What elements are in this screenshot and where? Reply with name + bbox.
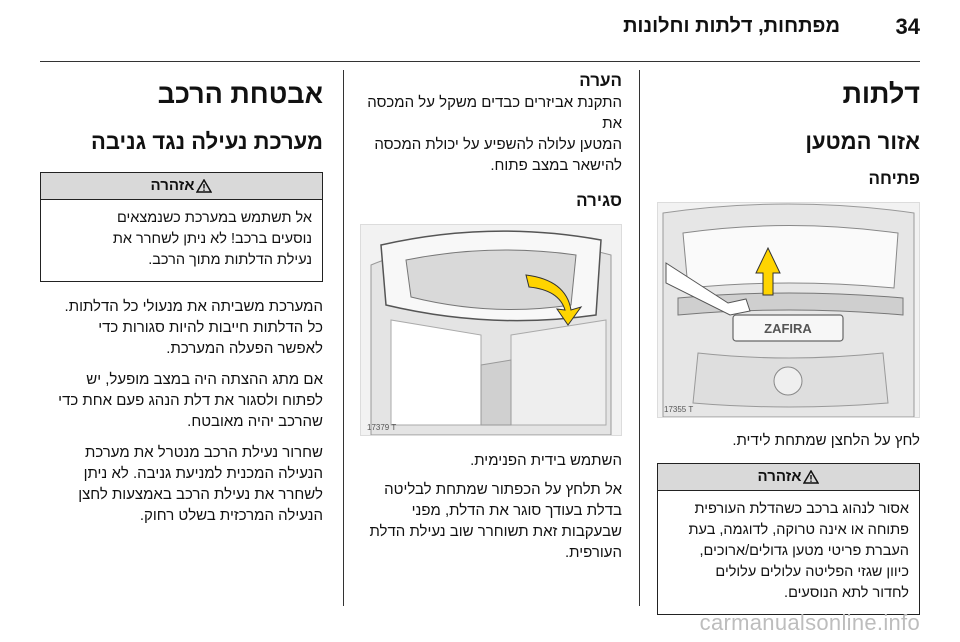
body-line: כל הדלתות חייבות להיות סגורות כדי [98,319,323,336]
figure-label: ZAFIRA [764,321,812,336]
warning-line: אסור לנהוג ברכב כשהדלת העורפית [694,501,909,517]
subsection-title-cargo: אזור המטען [805,129,920,154]
body-line: המערכת משביתה את מנעולי כל הדלתות. [64,298,323,315]
body-line: שהרכב יהיה מאובטח. [187,413,323,430]
body-line: הנעילה המרכזית בשלט רחוק. [139,507,323,524]
note-title: הערה [579,71,622,90]
body-line: הנעילה המכנית למניעת גניבה. לא ניתן [83,465,323,482]
warning-line: העברת פריטי מטען גדולים/ארוכים, [699,543,909,559]
warning-body [658,491,919,614]
closing-line: שבעקבות זאת תשוחרר שוב נעילת הדלת [369,523,622,540]
note-line: התקנת אביזרים כבדים משקל על המכסה את [367,94,622,132]
subsection-title-antitheft: מערכת נעילה נגד גניבה [91,129,323,154]
warning-box-cargo [657,463,920,615]
warning-line: לחדור לתא הנוסעים. [784,585,909,601]
body-line: לאפשר הפעלה המערכת. [166,340,323,357]
warning-line: נעילת הדלתות מתוך הרכב. [148,252,312,268]
warning-title: אזהרה [150,177,195,194]
warning-box-antitheft [40,172,323,282]
caption-opening: לחץ על הלחצן שמתחת לידית. [732,432,920,449]
figure-code: 17355 T [664,405,694,414]
heading-opening: פתיחה [868,169,920,188]
running-title: מפתחות, דלתות וחלונות [623,15,840,37]
warning-title: אזהרה [757,468,802,485]
page-number: 34 [895,14,920,39]
column-closing [360,70,622,563]
heading-closing: סגירה [576,191,622,210]
column-divider-right [639,70,640,606]
warning-header [41,173,322,200]
warning-line: נוסעים ברכב! לא ניתן לשחרר את [112,231,312,247]
body-line: שחרור נעילת הרכב מנטרל את מערכת [84,444,323,461]
body-line: לשחרר את נעילת הרכב באמצעות לחצן [78,486,323,503]
note-line: להישאר במצב פתוח. [490,157,622,174]
illustration-tailgate-rear [658,203,919,417]
page-header [40,14,920,44]
note-line: המטען עלולה להשפיע על יכולת המכסה [374,136,622,153]
warning-triangle-icon [196,179,212,193]
paragraph-ignition [40,369,323,432]
column-doors [657,70,920,615]
warning-header [658,464,919,491]
paragraph-unlock [40,442,323,526]
figure-closing-tailgate [360,224,622,436]
body-line: אם מתג ההצתה היה במצב מופעל, יש [86,371,323,388]
header-rule [40,61,920,62]
closing-line: אל תלחץ על הכפתור שמתחת לבליטה [384,481,622,498]
closing-line: בדלת בעודך סוגר את הדלת, מפני [411,502,622,519]
warning-body [41,200,322,281]
column-divider-left [343,70,344,606]
figure-code: 17379 T [367,423,397,432]
column-vehicle-security [40,70,323,526]
caption-closing: השתמש בידית הפנימית. [470,452,622,469]
warning-line: פתוחה או אינה טרוקה, לדוגמה, בעת [688,522,909,538]
section-title-security: אבטחת הרכב [157,79,323,109]
paragraph-system [40,296,323,359]
warning-triangle-icon [803,470,819,484]
closing-paragraph [360,479,622,563]
figure-opening-tailgate [657,202,920,418]
watermark: carmanualsonline.info [699,610,920,635]
body-line: לפתוח ולסגור את דלת הנהג פעם אחת כדי [58,392,323,409]
illustration-tailgate-closing [361,225,621,435]
section-title-doors: דלתות [842,79,920,109]
closing-line: העורפית. [565,544,622,561]
warning-line: כיוון שגזי הפליטה עלולים עלולים [715,564,909,580]
warning-line: אל תשתמש במערכת כשנמצאים [116,210,312,226]
